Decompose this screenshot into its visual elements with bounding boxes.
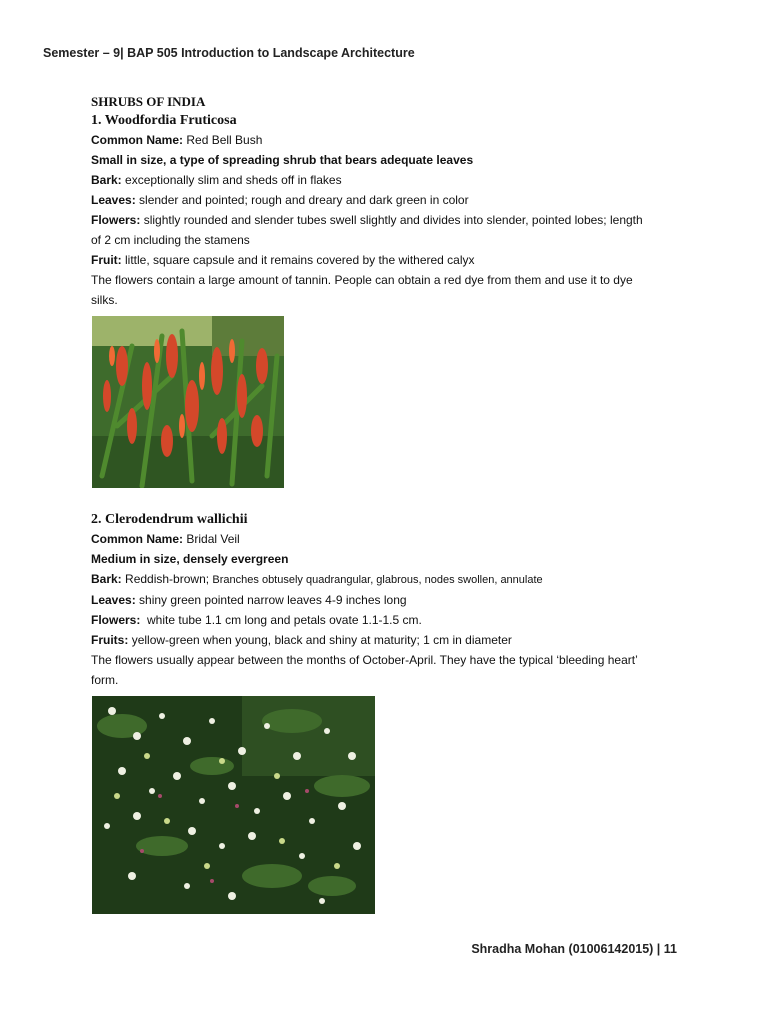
size-line bbox=[91, 150, 691, 170]
fruit-label: Fruit: bbox=[91, 253, 122, 267]
species-title-clerodendrum: 2. Clerodendrum wallichii bbox=[91, 512, 248, 527]
size-line bbox=[91, 549, 691, 569]
size-text: Medium in size, densely evergreen bbox=[91, 552, 289, 566]
fruit-line bbox=[91, 250, 691, 270]
common-name-value: Red Bell Bush bbox=[186, 133, 263, 147]
species-title-woodfordia: 1. Woodfordia Fruticosa bbox=[91, 113, 237, 128]
bark-label: Bark: bbox=[91, 173, 122, 187]
common-name-value: Bridal Veil bbox=[186, 532, 240, 546]
common-name-label: Common Name: bbox=[91, 133, 184, 147]
fruits-value: yellow-green when young, black and shiny at maturity; 1 cm in diameter bbox=[131, 633, 512, 647]
fruits-label: Fruits: bbox=[91, 633, 129, 647]
flowers-label: Flowers: bbox=[91, 613, 141, 627]
common-name-label: Common Name: bbox=[91, 532, 184, 546]
leaves-label: Leaves: bbox=[91, 193, 136, 207]
flowers-line-cont: of 2 cm including the stamens bbox=[91, 233, 250, 247]
flowers-line bbox=[91, 210, 691, 230]
red-bell-bush-photo bbox=[92, 316, 284, 488]
note-line: The flowers contain a large amount of tannin. People can obtain a red dye from them and use it to dye bbox=[91, 273, 633, 287]
note-line: The flowers usually appear between the months of October-April. They have the typical ‘bleeding heart’ bbox=[91, 653, 638, 667]
leaves-value: shiny green pointed narrow leaves 4-9 inches long bbox=[139, 593, 407, 607]
note-line-cont: silks. bbox=[91, 293, 118, 307]
flowers-value: slightly rounded and slender tubes swell slightly and divides into slender, pointed lobes; length bbox=[143, 213, 643, 227]
flowers-value: white tube 1.1 cm long and petals ovate 1.1-1.5 cm. bbox=[147, 613, 422, 627]
page-header: Semester – 9| BAP 505 Introduction to Landscape Architecture bbox=[43, 46, 415, 60]
bark-value: exceptionally slim and sheds off in flakes bbox=[125, 173, 342, 187]
leaves-value: slender and pointed; rough and dreary and dark green in color bbox=[139, 193, 469, 207]
fruits-line bbox=[91, 630, 691, 650]
section-title: SHRUBS OF INDIA bbox=[91, 94, 206, 109]
bridal-veil-photo bbox=[92, 696, 375, 914]
bark-bold-value: Reddish-brown; bbox=[125, 572, 210, 586]
fruit-value: little, square capsule and it remains covered by the withered calyx bbox=[125, 253, 475, 267]
bark-line bbox=[91, 170, 691, 190]
document-body bbox=[91, 93, 691, 914]
bark-line bbox=[91, 569, 691, 590]
leaves-line bbox=[91, 590, 691, 610]
size-text: Small in size, a type of spreading shrub that bears adequate leaves bbox=[91, 153, 474, 167]
leaves-line bbox=[91, 190, 691, 210]
bark-label: Bark: bbox=[91, 572, 122, 586]
bark-value: Branches obtusely quadrangular, glabrous, nodes swollen, annulate bbox=[212, 574, 543, 586]
page-footer: Shradha Mohan (01006142015) | 11 bbox=[471, 942, 677, 956]
common-name-line bbox=[91, 529, 691, 549]
leaves-label: Leaves: bbox=[91, 593, 136, 607]
note-line-cont: form. bbox=[91, 673, 119, 687]
flowers-label: Flowers: bbox=[91, 213, 141, 227]
common-name-line bbox=[91, 130, 691, 150]
flowers-line bbox=[91, 610, 691, 630]
